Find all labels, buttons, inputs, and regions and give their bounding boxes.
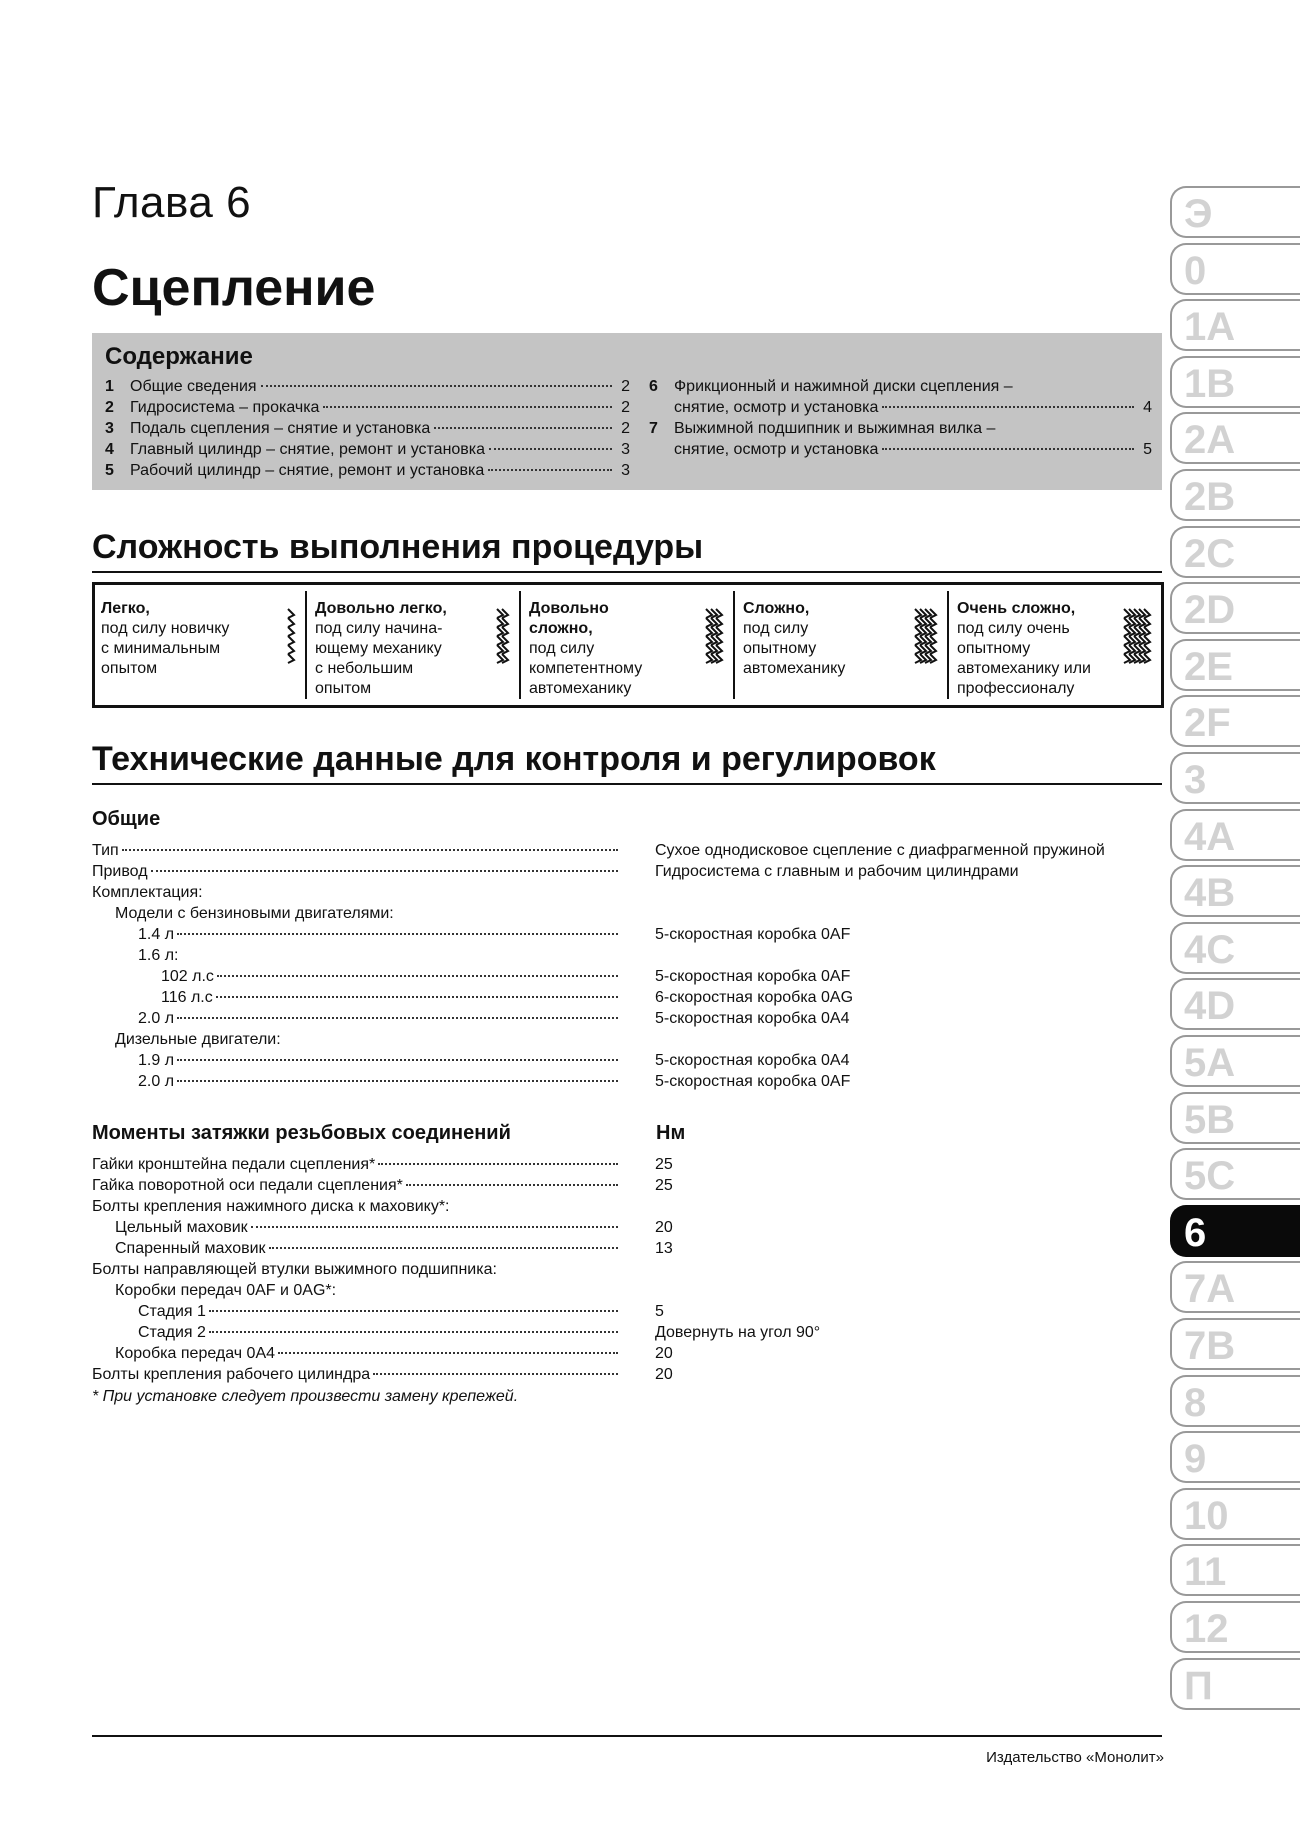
chapter-tab-П[interactable]	[1170, 1658, 1300, 1710]
toc-item-lines	[674, 378, 1152, 420]
difficulty-icon	[493, 605, 511, 670]
chapter-tab-label: 2D	[1184, 588, 1236, 633]
difficulty-label: сложно,	[529, 620, 593, 637]
difficulty-description: опытному	[743, 640, 817, 657]
wrench-stack-icon	[702, 605, 725, 665]
toc-item-number: 6	[649, 378, 658, 395]
chapter-tab-4D[interactable]	[1170, 978, 1300, 1030]
spec-key-text: Цельный маховик	[115, 1219, 248, 1236]
chapter-tab-2F[interactable]	[1170, 695, 1300, 747]
toc-line	[130, 378, 630, 399]
spec-value: 5-скоростная коробка 0AF	[655, 926, 851, 943]
spec-dots	[378, 1163, 618, 1165]
toc-line	[674, 420, 1152, 441]
difficulty-section-title: Сложность выполнения процедуры	[92, 528, 1162, 573]
chapter-tab-label: Э	[1184, 192, 1213, 236]
chapter-tab-label: 4A	[1184, 814, 1236, 859]
wrench-stack-icon	[493, 605, 511, 665]
toc-item	[105, 399, 630, 420]
chapter-tab-2C[interactable]	[1170, 526, 1300, 578]
toc-line-text: Главный цилиндр – снятие, ремонт и установка	[130, 441, 486, 458]
toc-page-number: 5	[1143, 441, 1152, 458]
toc-item-number: 1	[105, 378, 114, 395]
spec-key	[92, 1261, 621, 1279]
spec-row	[92, 1366, 1162, 1387]
chapter-tab-1B[interactable]	[1170, 356, 1300, 408]
toc-line	[130, 399, 630, 420]
toc-item-lines	[130, 399, 630, 420]
spec-key	[92, 1198, 621, 1216]
spec-row	[92, 905, 1162, 926]
toc-page-number: 2	[621, 378, 630, 395]
difficulty-description: опытному	[957, 640, 1031, 657]
spec-value: 5-скоростная коробка 0A4	[655, 1052, 850, 1069]
chapter-tab-1A[interactable]	[1170, 299, 1300, 351]
spec-key-text: Стадия 1	[138, 1303, 206, 1320]
chapter-tab-label: 4D	[1184, 984, 1236, 1029]
spec-key-text: Тип	[92, 842, 119, 859]
chapter-tab-label: 2C	[1184, 531, 1236, 576]
spec-key-text: Комплектация:	[92, 884, 203, 901]
difficulty-icon	[702, 605, 725, 670]
toc-line	[130, 420, 630, 441]
spec-key	[92, 1219, 621, 1237]
chapter-tab-5B[interactable]	[1170, 1092, 1300, 1144]
toc-dots	[489, 448, 612, 450]
spec-key-text: 116 л.с	[161, 989, 213, 1006]
difficulty-level	[949, 591, 1161, 699]
chapter-tab-label: 2E	[1184, 644, 1233, 689]
difficulty-description: автомеханику	[743, 660, 846, 677]
toc-line	[130, 462, 630, 483]
spec-key	[92, 1345, 621, 1363]
spec-key	[92, 1073, 621, 1091]
difficulty-description: автомеханику	[529, 680, 632, 697]
toc-line-text: Общие сведения	[130, 378, 257, 395]
spec-dots	[209, 1331, 618, 1333]
spec-value: Сухое однодисковое сцепление с диафрагменной пружиной	[655, 842, 1105, 859]
spec-row	[92, 1240, 1162, 1261]
chapter-tab-label: 5B	[1184, 1097, 1236, 1142]
spec-value: 5-скоростная коробка 0A4	[655, 1010, 850, 1027]
spec-key	[92, 1303, 621, 1321]
difficulty-label: Сложно,	[743, 600, 810, 617]
spec-row	[92, 1345, 1162, 1366]
difficulty-level	[95, 591, 307, 699]
wrench-stack-icon	[1120, 605, 1153, 665]
spec-key-text: Стадия 2	[138, 1324, 206, 1341]
toc-item	[649, 420, 1152, 462]
chapter-title: Сцепление	[92, 259, 376, 317]
chapter-tab-2A[interactable]	[1170, 412, 1300, 464]
contents-box	[92, 333, 1162, 490]
toc-page-number: 2	[621, 399, 630, 416]
toc-line-text: Выжимной подшипник и выжимная вилка –	[674, 420, 996, 437]
chapter-tab-2D[interactable]	[1170, 582, 1300, 634]
spec-dots	[406, 1184, 618, 1186]
chapter-tab-label: 2B	[1184, 475, 1236, 519]
toc-item-lines	[130, 441, 630, 462]
chapter-tab-label: 8	[1184, 1380, 1207, 1425]
spec-key	[92, 926, 621, 944]
toc-dots	[882, 448, 1134, 450]
spec-row	[92, 926, 1162, 947]
spec-row	[92, 1219, 1162, 1240]
spec-row	[92, 1303, 1162, 1324]
spec-value: 13	[655, 1240, 673, 1257]
spec-row	[92, 1156, 1162, 1177]
difficulty-description: автомеханику или	[957, 660, 1091, 677]
difficulty-description: под силу начина-	[315, 620, 443, 637]
chapter-tab-5A[interactable]	[1170, 1035, 1300, 1087]
spec-key-text: Привод	[92, 863, 148, 880]
spec-key	[92, 1282, 621, 1300]
spec-row	[92, 989, 1162, 1010]
chapter-tab-7B[interactable]	[1170, 1318, 1300, 1370]
spec-key-text: 2.0 л	[138, 1010, 175, 1027]
spec-key-text: Коробки передач 0AF и 0AG*:	[115, 1282, 337, 1299]
spec-key	[92, 1156, 621, 1174]
toc-line	[130, 441, 630, 462]
difficulty-level	[307, 591, 521, 699]
spec-value: 20	[655, 1345, 673, 1362]
spec-row	[92, 1073, 1162, 1094]
chapter-label: Глава 6	[92, 178, 252, 227]
spec-key-text: Гайка поворотной оси педали сцепления*	[92, 1177, 403, 1194]
toc-dots	[323, 406, 612, 408]
spec-key	[92, 884, 621, 902]
toc-item-number: 4	[105, 441, 114, 458]
specs-section-title: Технические данные для контроля и регулировок	[92, 740, 1162, 785]
spec-dots	[177, 1080, 618, 1082]
chapter-tab-label: 4B	[1184, 871, 1236, 916]
spec-value: 20	[655, 1366, 673, 1383]
wrench-stack-icon	[284, 605, 297, 665]
toc-line-text: Гидросистема – прокачка	[130, 399, 320, 416]
spec-key	[92, 1177, 621, 1195]
spec-key-text: 1.6 л:	[138, 947, 179, 964]
spec-key	[92, 1324, 621, 1342]
toc-dots	[488, 469, 612, 471]
difficulty-description: опытом	[315, 680, 372, 697]
chapter-tab-label: 7B	[1184, 1324, 1236, 1368]
chapter-tab-label: 5A	[1184, 1041, 1236, 1085]
toc-item-number: 3	[105, 420, 114, 437]
toc-page-number: 4	[1143, 399, 1152, 416]
toc-item	[105, 462, 630, 483]
spec-dots	[251, 1226, 618, 1228]
toc-line-text: Фрикционный и нажимной диски сцепления –	[674, 378, 1013, 395]
difficulty-label: Легко,	[101, 600, 150, 617]
difficulty-icon	[911, 605, 939, 670]
toc-line-text: Рабочий цилиндр – снятие, ремонт и установка	[130, 462, 485, 479]
toc-line	[674, 441, 1152, 462]
chapter-tab-label: 6	[1184, 1210, 1207, 1255]
toc-dots	[434, 427, 612, 429]
difficulty-description: под силу	[743, 620, 809, 637]
chapter-tab-5C[interactable]	[1170, 1148, 1300, 1200]
difficulty-label: Довольно легко,	[315, 600, 447, 617]
chapter-tab-3[interactable]	[1170, 752, 1300, 804]
spec-dots	[209, 1310, 618, 1312]
spec-dots	[177, 1017, 618, 1019]
toc-item-number: 5	[105, 462, 114, 479]
chapter-tab-7A[interactable]	[1170, 1261, 1300, 1313]
spec-row	[92, 1052, 1162, 1073]
toc-line-text: снятие, осмотр и установка	[674, 399, 879, 416]
toc-item	[105, 378, 630, 399]
chapter-tab-2E[interactable]	[1170, 639, 1300, 691]
spec-value: 5-скоростная коробка 0AF	[655, 968, 851, 985]
spec-row	[92, 1177, 1162, 1198]
spec-key	[92, 1366, 621, 1384]
spec-row	[92, 1282, 1162, 1303]
toc-page-number: 3	[621, 441, 630, 458]
difficulty-level	[521, 591, 735, 699]
spec-key-text: 2.0 л	[138, 1073, 175, 1090]
difficulty-description: профессионалу	[957, 680, 1075, 697]
chapter-tab-11[interactable]	[1170, 1544, 1300, 1596]
chapter-tab-8[interactable]	[1170, 1375, 1300, 1427]
spec-key-text: Болты крепления нажимного диска к маховику*:	[92, 1198, 450, 1215]
chapter-tab-2B[interactable]	[1170, 469, 1300, 521]
chapter-tab-label: 9	[1184, 1437, 1207, 1482]
chapter-tab-label: 1B	[1184, 361, 1236, 406]
difficulty-label: Очень сложно,	[957, 600, 1076, 617]
spec-dots	[278, 1352, 618, 1354]
spec-key-text: Модели с бензиновыми двигателями:	[115, 905, 394, 922]
spec-key	[92, 1031, 621, 1049]
spec-row	[92, 968, 1162, 989]
spec-value: 25	[655, 1156, 673, 1173]
publisher-footer: Издательство «Монолит»	[986, 1749, 1164, 1766]
chapter-tab-label: 1A	[1184, 305, 1236, 350]
chapter-tab-Э[interactable]	[1170, 186, 1300, 238]
spec-key	[92, 842, 621, 860]
toc-item-number: 2	[105, 399, 114, 416]
difficulty-label: Довольно	[529, 600, 609, 617]
toc-line-text: Подаль сцепления – снятие и установка	[130, 420, 431, 437]
toc-dots	[882, 406, 1134, 408]
chapter-tab-9[interactable]	[1170, 1431, 1300, 1483]
footnote: * При установке следует произвести замену крепежей.	[92, 1388, 519, 1405]
toc-line-text: снятие, осмотр и установка	[674, 441, 879, 458]
spec-row	[92, 1324, 1162, 1345]
chapter-tab-label: 2F	[1184, 701, 1231, 746]
difficulty-description: ющему механику	[315, 640, 442, 657]
difficulty-icon	[1120, 605, 1153, 670]
spec-dots	[373, 1373, 618, 1375]
chapter-tab-label: 4C	[1184, 927, 1236, 972]
difficulty-description: под силу очень	[957, 620, 1070, 637]
spec-key-text: Болты направляющей втулки выжимного подшипника:	[92, 1261, 497, 1278]
toc-item	[105, 441, 630, 462]
spec-key	[92, 863, 621, 881]
spec-key	[92, 947, 621, 965]
toc-item-lines	[130, 462, 630, 483]
toc-page-number: 3	[621, 462, 630, 479]
spec-key-text: Гайки кронштейна педали сцепления*	[92, 1156, 376, 1173]
chapter-tab-12[interactable]	[1170, 1601, 1300, 1653]
chapter-tab-label: 2A	[1184, 418, 1236, 463]
spec-row	[92, 1261, 1162, 1282]
spec-row	[92, 842, 1162, 863]
chapter-tab-label: 7A	[1184, 1267, 1236, 1312]
spec-key-text: 1.4 л	[138, 926, 175, 943]
chapter-tab-label: 11	[1184, 1550, 1227, 1595]
chapter-tab-label: 5C	[1184, 1154, 1236, 1199]
difficulty-description: компетентному	[529, 660, 643, 677]
chapter-tab-10[interactable]	[1170, 1488, 1300, 1540]
toc-line	[674, 399, 1152, 420]
spec-row	[92, 884, 1162, 905]
spec-key-text: Коробка передач 0A4	[115, 1345, 276, 1362]
chapter-tab-4A[interactable]	[1170, 809, 1300, 861]
spec-row	[92, 1010, 1162, 1031]
chapter-tab-4C[interactable]	[1170, 922, 1300, 974]
chapter-tab-6[interactable]	[1170, 1205, 1300, 1257]
spec-key	[92, 905, 621, 923]
spec-dots	[122, 849, 618, 851]
spec-dots	[151, 870, 618, 872]
spec-value: 5	[655, 1303, 664, 1320]
footer-rule	[92, 1735, 1162, 1737]
spec-key-text: 1.9 л	[138, 1052, 175, 1069]
toc-dots	[261, 385, 612, 387]
spec-key	[92, 989, 621, 1007]
difficulty-scale	[92, 582, 1164, 708]
difficulty-description: с минимальным	[101, 640, 221, 657]
difficulty-description: под силу новичку	[101, 620, 230, 637]
spec-dots	[177, 1059, 618, 1061]
chapter-tab-label: П	[1184, 1663, 1213, 1708]
spec-key-text: Болты крепления рабочего цилиндра	[92, 1366, 371, 1383]
spec-value: 6-скоростная коробка 0AG	[655, 989, 854, 1006]
spec-key-text: Спаренный маховик	[115, 1240, 266, 1257]
chapter-tab-0[interactable]	[1170, 243, 1300, 295]
spec-dots	[177, 933, 618, 935]
spec-dots	[217, 975, 618, 977]
torque-unit: Нм	[656, 1122, 686, 1144]
chapter-tab-label: 3	[1184, 758, 1207, 802]
spec-row	[92, 1198, 1162, 1219]
spec-key-text: 102 л.с	[161, 968, 214, 985]
toc-item	[649, 378, 1152, 420]
spec-value: Гидросистема с главным и рабочим цилиндрами	[655, 863, 1019, 880]
toc-item-number: 7	[649, 420, 658, 437]
toc-item-lines	[130, 378, 630, 399]
torque-subtitle: Моменты затяжки резьбовых соединений	[92, 1122, 511, 1144]
spec-value: 20	[655, 1219, 673, 1236]
spec-value: 25	[655, 1177, 673, 1194]
difficulty-description: под силу	[529, 640, 595, 657]
spec-key	[92, 968, 621, 986]
spec-dots	[269, 1247, 618, 1249]
spec-key	[92, 1010, 621, 1028]
spec-key	[92, 1052, 621, 1070]
difficulty-icon	[284, 605, 297, 670]
general-subtitle: Общие	[92, 808, 161, 830]
chapter-tab-label: 10	[1184, 1493, 1229, 1538]
toc-page-number: 2	[621, 420, 630, 437]
spec-dots	[216, 996, 618, 998]
spec-key	[92, 1240, 621, 1258]
spec-row	[92, 947, 1162, 968]
toc-line	[674, 378, 1152, 399]
chapter-tab-label: 0	[1184, 248, 1207, 293]
contents-title: Содержание	[105, 343, 253, 370]
spec-row	[92, 863, 1162, 884]
difficulty-description: с небольшим	[315, 660, 414, 677]
difficulty-description: опытом	[101, 660, 158, 677]
spec-value: 5-скоростная коробка 0AF	[655, 1073, 851, 1090]
toc-item-lines	[130, 420, 630, 441]
toc-item-lines	[674, 420, 1152, 462]
chapter-tab-4B[interactable]	[1170, 865, 1300, 917]
difficulty-level	[735, 591, 949, 699]
toc-item	[105, 420, 630, 441]
spec-value: Довернуть на угол 90°	[655, 1324, 821, 1341]
spec-key-text: Дизельные двигатели:	[115, 1031, 281, 1048]
spec-row	[92, 1031, 1162, 1052]
chapter-tab-label: 12	[1184, 1607, 1229, 1651]
wrench-stack-icon	[911, 605, 939, 665]
